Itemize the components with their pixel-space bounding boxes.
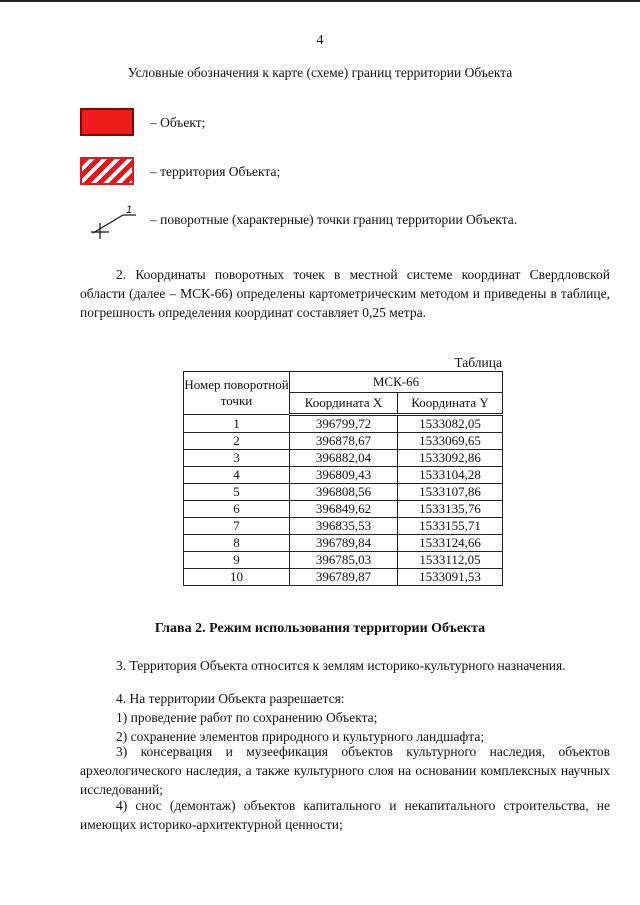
- legend-label-object: – Объект;: [150, 115, 206, 130]
- table-row: [184, 433, 503, 450]
- paragraph-3: [80, 656, 610, 675]
- table-row: [184, 518, 503, 535]
- cell-point-number: 9: [184, 552, 290, 569]
- paragraph-3-text: 3. Территория Объекта относится к землям историко-культурного назначения.: [116, 658, 566, 673]
- chapter-title: Глава 2. Режим использования территории Объекта: [154, 621, 486, 636]
- cell-point-number: 8: [184, 535, 290, 552]
- cell-coordinate-y: 1533091,53: [398, 569, 503, 586]
- table-row: [184, 569, 503, 586]
- page-top-edge: [0, 0, 640, 2]
- list-item-4: [80, 796, 610, 834]
- list-item-1: 1) проведение работ по сохранению Объекта;: [116, 710, 378, 725]
- legend-label-points: – поворотные (характерные) точки границ территории Объекта.: [150, 212, 518, 227]
- table-row: [184, 450, 503, 467]
- cell-point-number: 7: [184, 518, 290, 535]
- cell-coordinate-x: 396809,43: [290, 467, 398, 484]
- header-point-number: Номер поворотной точки: [184, 372, 290, 415]
- cell-coordinate-x: 396882,04: [290, 450, 398, 467]
- red-hatched-swatch: [80, 157, 134, 185]
- cell-point-number: 4: [184, 467, 290, 484]
- cell-point-number: 1: [184, 415, 290, 433]
- cell-point-number: 10: [184, 569, 290, 586]
- cell-point-number: 5: [184, 484, 290, 501]
- cell-point-number: 2: [184, 433, 290, 450]
- cell-coordinate-x: 396849,62: [290, 501, 398, 518]
- list-item-4-text: 4) снос (демонтаж) объектов капитального и некапитального строительства, не имеющих историко-архитектурной ценности;: [80, 798, 610, 832]
- legend-item-points: [80, 203, 517, 237]
- paragraph-2-text: 2. Координаты поворотных точек в местной системе координат Свердловской области (далее – МСК-66) определены картометрическим методом и приведены в таблице, погрешность определения координат составляет 0,25 метра.: [80, 267, 610, 320]
- cell-coordinate-x: 396878,67: [290, 433, 398, 450]
- header-coordinate-y: Координата Y: [398, 393, 503, 415]
- legend-swatch-territory: [80, 157, 138, 187]
- table-row: [184, 501, 503, 518]
- page-number: 4: [316, 33, 324, 48]
- cell-coordinate-x: 396789,87: [290, 569, 398, 586]
- header-coordinate-x: Координата X: [290, 393, 398, 415]
- cell-coordinate-y: 1533107,86: [398, 484, 503, 501]
- legend-swatch-object: [80, 108, 138, 138]
- coordinates-table: [183, 371, 503, 586]
- list-item-2: 2) сохранение элементов природного и культурного ландшафта;: [116, 729, 485, 744]
- table-caption: Таблица: [454, 355, 502, 370]
- cell-coordinate-y: 1533069,65: [398, 433, 503, 450]
- cell-coordinate-y: 1533082,05: [398, 415, 503, 433]
- table-row: [184, 484, 503, 501]
- cell-coordinate-y: 1533092,86: [398, 450, 503, 467]
- cell-coordinate-x: 396835,53: [290, 518, 398, 535]
- paragraph-4: 4. На территории Объекта разрешается:: [116, 691, 345, 706]
- cell-coordinate-y: 1533112,05: [398, 552, 503, 569]
- legend-item-territory: [80, 155, 280, 189]
- cell-coordinate-y: 1533155,71: [398, 518, 503, 535]
- turning-point-symbol-icon: [80, 205, 138, 239]
- legend-label-territory: – территория Объекта;: [150, 164, 281, 179]
- red-fill-swatch: [80, 108, 134, 136]
- cell-coordinate-y: 1533104,28: [398, 467, 503, 484]
- table-row: [184, 552, 503, 569]
- turning-point-marker-icon: [80, 205, 138, 235]
- legend-item-object: [80, 106, 205, 140]
- cell-coordinate-x: 396799,72: [290, 415, 398, 433]
- turning-point-number: 1: [126, 205, 133, 216]
- table-row: [184, 415, 503, 433]
- cell-coordinate-x: 396785,03: [290, 552, 398, 569]
- list-item-3: [80, 742, 610, 799]
- table-row: [184, 535, 503, 552]
- cell-point-number: 6: [184, 501, 290, 518]
- header-msk66: МСК-66: [290, 372, 503, 393]
- legend-title: Условные обозначения к карте (схеме) границ территории Объекта: [127, 65, 513, 80]
- cell-point-number: 3: [184, 450, 290, 467]
- cell-coordinate-x: 396789,84: [290, 535, 398, 552]
- cell-coordinate-y: 1533135,76: [398, 501, 503, 518]
- list-item-3-text: 3) консервация и музеефикация объектов культурного наследия, объектов археологического наследия, а также культурного слоя на основании комплексных научных исследований;: [80, 744, 610, 797]
- paragraph-2: [80, 265, 610, 322]
- cell-coordinate-y: 1533124,66: [398, 535, 503, 552]
- cell-coordinate-x: 396808,56: [290, 484, 398, 501]
- table-row: [184, 467, 503, 484]
- coordinates-table-body: [184, 415, 503, 586]
